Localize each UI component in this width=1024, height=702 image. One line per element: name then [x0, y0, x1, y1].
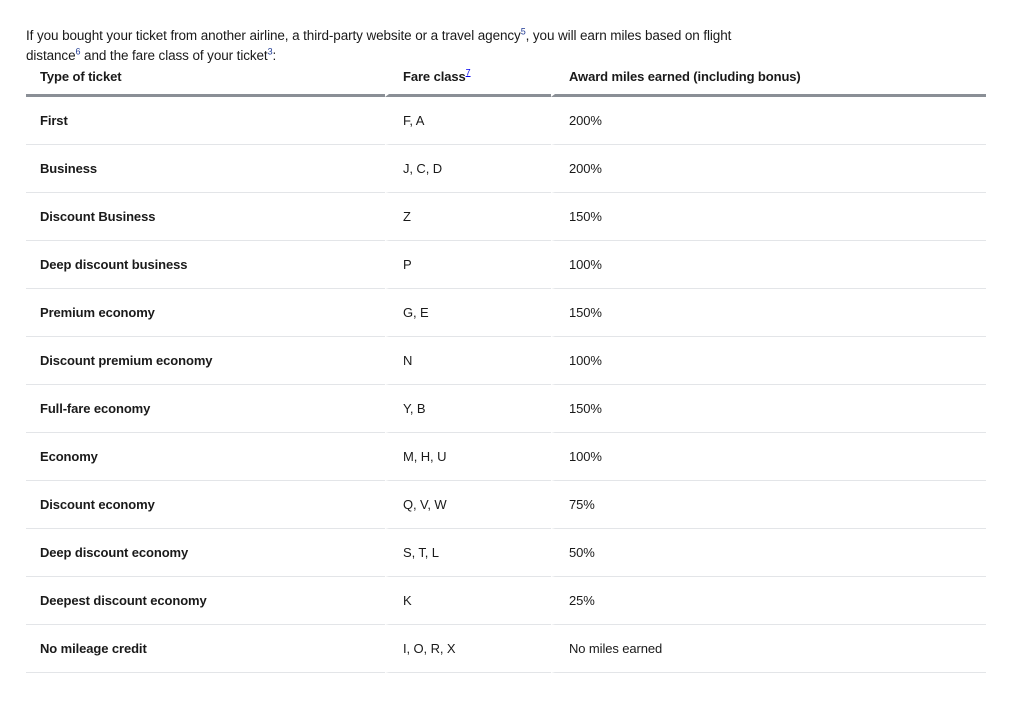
table-row	[26, 385, 986, 433]
cell-ticket-type: First	[26, 97, 385, 145]
cell-ticket-type: Premium economy	[26, 289, 385, 337]
intro-text-2: , you will earn miles based on flight distance	[26, 27, 732, 63]
table-row	[26, 289, 986, 337]
table-row	[26, 481, 986, 529]
table-row	[26, 625, 986, 673]
footnote-link-5[interactable]: 5	[520, 26, 526, 36]
cell-fare-class: Z	[385, 193, 551, 241]
table-row	[26, 337, 986, 385]
cell-award-miles: 25%	[551, 577, 986, 625]
cell-award-miles: No miles earned	[551, 625, 986, 673]
footnote-link-7[interactable]: 7	[465, 67, 471, 78]
cell-fare-class: M, H, U	[385, 433, 551, 481]
intro-text-3: and the fare class of your ticket	[80, 47, 268, 63]
cell-fare-class: J, C, D	[385, 145, 551, 193]
cell-ticket-type: Economy	[26, 433, 385, 481]
cell-award-miles: 200%	[551, 145, 986, 193]
cell-ticket-type: Deep discount economy	[26, 529, 385, 577]
cell-award-miles: 150%	[551, 289, 986, 337]
table-body	[26, 97, 986, 673]
cell-award-miles: 150%	[551, 193, 986, 241]
cell-ticket-type: Discount Business	[26, 193, 385, 241]
cell-ticket-type: Deepest discount economy	[26, 577, 385, 625]
table-row	[26, 193, 986, 241]
cell-award-miles: 50%	[551, 529, 986, 577]
cell-award-miles: 150%	[551, 385, 986, 433]
cell-fare-class: Q, V, W	[385, 481, 551, 529]
table-row	[26, 529, 986, 577]
table-row	[26, 577, 986, 625]
table-header	[26, 58, 986, 97]
intro-text-1: If you bought your ticket from another airline, a third-party website or a travel agency	[26, 27, 521, 43]
cell-fare-class: N	[385, 337, 551, 385]
cell-fare-class: I, O, R, X	[385, 625, 551, 673]
cell-fare-class: S, T, L	[385, 529, 551, 577]
cell-ticket-type: Business	[26, 145, 385, 193]
header-award-miles: Award miles earned (including bonus)	[551, 58, 986, 97]
header-row	[26, 58, 986, 97]
cell-award-miles: 100%	[551, 241, 986, 289]
cell-ticket-type: No mileage credit	[26, 625, 385, 673]
cell-fare-class: P	[385, 241, 551, 289]
cell-fare-class: F, A	[385, 97, 551, 145]
table-row	[26, 241, 986, 289]
table-row	[26, 433, 986, 481]
header-type-of-ticket: Type of ticket	[26, 58, 385, 97]
cell-ticket-type: Discount premium economy	[26, 337, 385, 385]
cell-ticket-type: Discount economy	[26, 481, 385, 529]
cell-award-miles: 100%	[551, 433, 986, 481]
header-fare-class-label: Fare class	[403, 68, 466, 84]
cell-fare-class: G, E	[385, 289, 551, 337]
table-row	[26, 145, 986, 193]
footnote-link-6[interactable]: 6	[75, 46, 81, 56]
cell-award-miles: 100%	[551, 337, 986, 385]
cell-fare-class: K	[385, 577, 551, 625]
cell-fare-class: Y, B	[385, 385, 551, 433]
cell-award-miles: 200%	[551, 97, 986, 145]
cell-award-miles: 75%	[551, 481, 986, 529]
header-fare-class	[385, 58, 551, 97]
cell-ticket-type: Deep discount business	[26, 241, 385, 289]
footnote-link-3[interactable]: 3	[267, 46, 273, 56]
cell-ticket-type: Full-fare economy	[26, 385, 385, 433]
fare-class-table	[26, 58, 986, 673]
table-row	[26, 97, 986, 145]
intro-text-4: :	[272, 47, 277, 63]
